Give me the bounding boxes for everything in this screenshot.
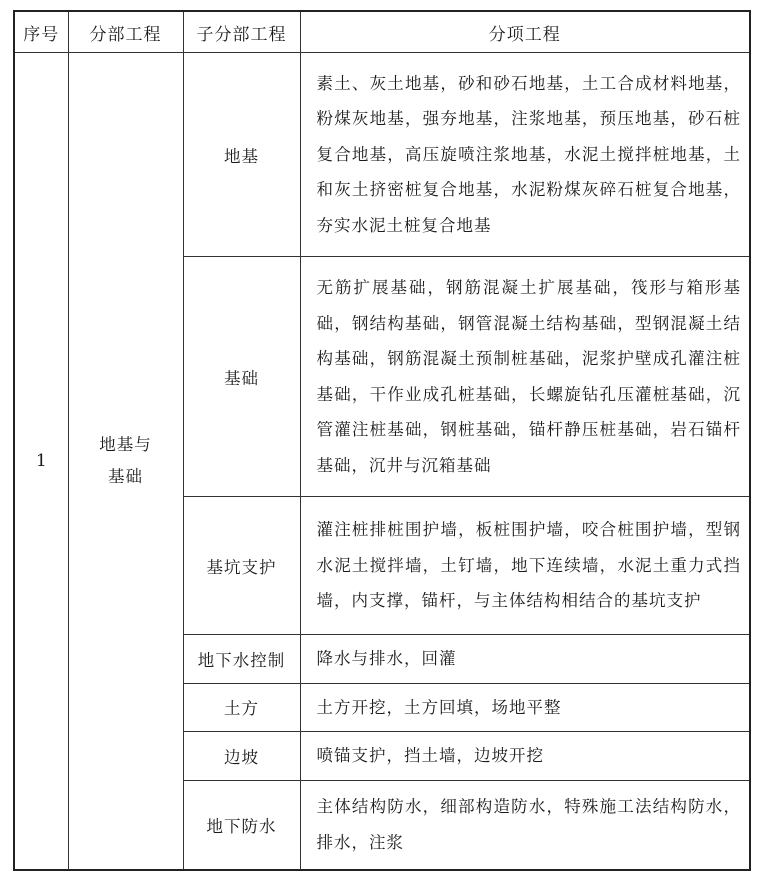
subdivision-items: 降水与排水，回灌: [300, 635, 750, 684]
subdivision-name: 地基: [183, 53, 300, 257]
subdivision-items: 主体结构防水，细部构造防水，特殊施工法结构防水，排水，注浆: [300, 780, 750, 870]
division-name-line1: 地基与: [99, 435, 152, 454]
subdivision-name: 基础: [183, 257, 300, 497]
subdivision-items: 无筋扩展基础，钢筋混凝土扩展基础，筏形与箱形基础，钢结构基础，钢管混凝土结构基础，型钢混凝土结构基础，钢筋混凝土预制桩基础，泥浆护壁成孔灌注桩基础，干作业成孔桩基础，长螺旋钻孔压灌桩基础，沉管灌注桩基础，钢桩基础，锚杆静压桩基础，岩石锚杆基础，沉井与沉箱基础: [300, 257, 750, 497]
subdivision-name: 基坑支护: [183, 497, 300, 635]
header-subdivision: 子分部工程: [183, 11, 300, 53]
subdivision-name: 地下防水: [183, 780, 300, 870]
subdivision-items: 灌注桩排桩围护墙，板桩围护墙，咬合桩围护墙，型钢水泥土搅拌墙，土钉墙，地下连续墙，水泥土重力式挡墙，内支撑，锚杆，与主体结构相结合的基坑支护: [300, 497, 750, 635]
table-row: [14, 53, 750, 257]
header-division: 分部工程: [68, 11, 183, 53]
header-row: [14, 11, 750, 53]
subdivision-name: 边坡: [183, 732, 300, 781]
project-division-table: [13, 10, 751, 871]
division-name-line2: 基础: [108, 467, 143, 486]
subdivision-items: 素土、灰土地基，砂和砂石地基，土工合成材料地基，粉煤灰地基，强夯地基，注浆地基，预压地基，砂石桩复合地基，高压旋喷注浆地基，水泥土搅拌桩地基，土和灰土挤密桩复合地基，水泥粉煤灰碎石桩复合地基，夯实水泥土桩复合地基: [300, 53, 750, 257]
subdivision-name: 土方: [183, 683, 300, 732]
subdivision-items: 土方开挖，土方回填，场地平整: [300, 683, 750, 732]
table-wrapper: [13, 10, 749, 871]
subdivision-name: 地下水控制: [183, 635, 300, 684]
subdivision-items: 喷锚支护，挡土墙，边坡开挖: [300, 732, 750, 781]
division-name: [68, 53, 183, 871]
header-index: 序号: [14, 11, 68, 53]
row-index: 1: [14, 53, 68, 871]
header-items: 分项工程: [300, 11, 750, 53]
